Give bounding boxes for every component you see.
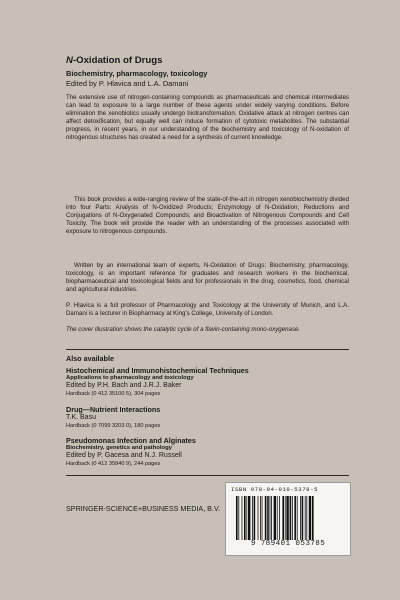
barcode-bar bbox=[238, 496, 239, 540]
related-book-details: Hardback (0 7099 3203 0), 180 pages bbox=[66, 422, 161, 429]
isbn-label: ISBN 978-94-010-5378-5 bbox=[231, 486, 319, 493]
barcode-bar bbox=[306, 496, 307, 540]
barcode-bars bbox=[236, 496, 340, 540]
barcode-bar bbox=[270, 496, 271, 540]
related-book-details: Hardback (0 412 35840 9), 244 pages bbox=[66, 460, 161, 467]
description-paragraph-1: The extensive use of nitrogen-containing compounds as pharmaceuticals and chemical intermediates can lead to exposure to a large number of these agents under widely varying conditions. Before elimination the xenobiotics usually undergo biotransformation. Oxidative attack at nitrogen centres can affect detoxification, but equally well can induce formation of cytotoxic metabolites. The substantial progress, in recent years, in our understanding of the biochemistry and toxicology of N-oxidation of nitrogenous structures has created a need for a synthesis of current knowledge. bbox=[66, 94, 349, 142]
barcode-digits: 9 789401 053785 bbox=[250, 540, 326, 548]
divider-bottom bbox=[66, 475, 349, 476]
barcode-bar bbox=[246, 496, 247, 540]
related-book-details: Hardback (0 412 35100 5), 304 pages bbox=[66, 390, 161, 397]
barcode-bar bbox=[258, 496, 259, 540]
barcode-bar bbox=[285, 496, 286, 540]
related-book-subtitle: Applications to pharmacology and toxicology bbox=[66, 375, 194, 381]
related-book-authors: T.K. Basu bbox=[66, 414, 96, 421]
barcode-bar bbox=[312, 496, 314, 540]
barcode-bar bbox=[305, 496, 306, 540]
barcode-bar bbox=[236, 496, 238, 540]
related-book bbox=[66, 436, 349, 468]
barcode-bar bbox=[277, 496, 278, 540]
isbn-barcode bbox=[225, 482, 351, 556]
barcode-bar bbox=[282, 496, 284, 540]
barcode-bar bbox=[252, 496, 253, 540]
barcode-bar bbox=[267, 496, 269, 540]
related-book-title: Pseudomonas Infection and Alginates bbox=[66, 436, 196, 445]
barcode-bar bbox=[248, 496, 250, 540]
related-book bbox=[66, 405, 349, 430]
related-book-authors: Edited by P.H. Bach and J.R.J. Baker bbox=[66, 382, 182, 389]
barcode-bar bbox=[244, 496, 246, 540]
barcode-bar bbox=[302, 496, 304, 540]
barcode-bar bbox=[271, 496, 272, 540]
author-bio: P. Hlavica is a full professor of Pharmacology and Toxicology at the University of Munich, and L.A. Damani is a lecturer in Biopharmacy at King's College, University of London. bbox=[66, 302, 349, 318]
book-editors: Edited by P. Hlavica and L.A. Damani bbox=[66, 79, 189, 88]
divider-top bbox=[66, 349, 349, 350]
related-book-authors: Edited by P. Gacesa and N.J. Russell bbox=[66, 452, 182, 459]
related-book-title: Histochemical and Immunohistochemical Techniques bbox=[66, 366, 249, 375]
barcode-bar bbox=[290, 496, 292, 540]
related-book-subtitle: Biochemistry, genetics and pathology bbox=[66, 445, 172, 451]
barcode-bar bbox=[265, 496, 267, 540]
barcode-bar bbox=[294, 496, 296, 540]
barcode-bar bbox=[254, 496, 256, 540]
related-book-title: Drug—Nutrient Interactions bbox=[66, 405, 161, 414]
also-available-heading: Also available bbox=[66, 354, 114, 363]
book-subtitle: Biochemistry, pharmacology, toxicology bbox=[66, 69, 208, 78]
barcode-bar bbox=[309, 496, 311, 540]
barcode-bar bbox=[260, 496, 261, 540]
description-paragraph-2: This book provides a wide-ranging review of the state-of-the-art in nitrogen xenobiochemistry divided into four Parts: Analysis of N-Oxidized Products; Enzymology of N-Oxidation; Reductions and Conjugations of N-Oxygenated Compounds; and Bioactivation of Nitrogenous Compounds and Cell Toxicity. The book will provide the reader with an understanding of the processes associated with exposure to nitrogenous compounds. bbox=[66, 196, 349, 236]
barcode-bar bbox=[242, 496, 243, 540]
barcode-bar bbox=[297, 496, 298, 540]
book-title-italic: N bbox=[66, 55, 73, 66]
barcode-bar bbox=[286, 496, 288, 540]
barcode-bar bbox=[274, 496, 276, 540]
barcode-bar bbox=[300, 496, 301, 540]
book-title bbox=[66, 55, 162, 66]
description-paragraph-3: Written by an international team of experts, N-Oxidation of Drugs: Biochemistry, pharmacology, toxicology, is an important reference for graduates and research workers in the biochemical, biopharmaceutical and toxicological fields and for professionals in the drug, cosmetics, food, chemical and agricultural industries. bbox=[66, 262, 349, 294]
cover-illustration-note: The cover illustration shows the catalytic cycle of a flavin-containing mono-oxygenase. bbox=[66, 326, 301, 333]
barcode-bar bbox=[279, 496, 280, 540]
barcode-bar bbox=[292, 496, 293, 540]
book-title-rest: -Oxidation of Drugs bbox=[72, 55, 163, 66]
barcode-bar bbox=[262, 496, 263, 540]
related-book bbox=[66, 366, 349, 398]
publisher-name: SPRINGER-SCIENCE+BUSINESS MEDIA, B.V. bbox=[66, 504, 221, 513]
